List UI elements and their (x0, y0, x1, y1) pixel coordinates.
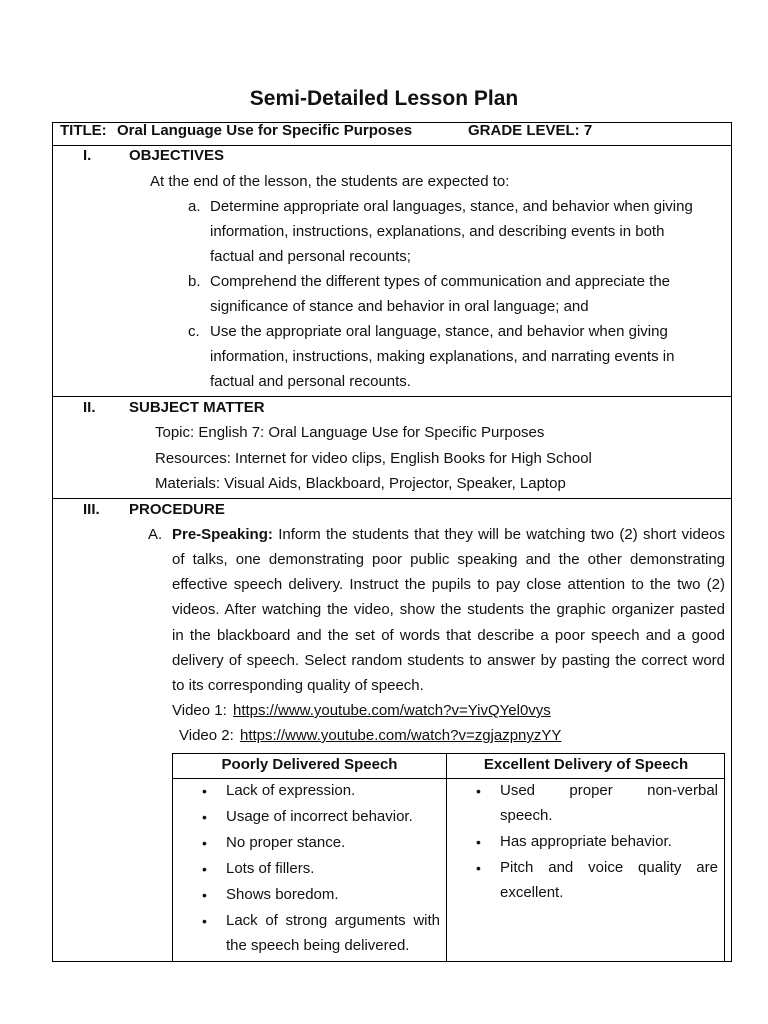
excellent-item: Has appropriate behavior. (500, 833, 672, 850)
excellent-item-line: Pitch and voice quality are (500, 859, 718, 876)
row-divider (53, 498, 731, 499)
poor-item: No proper stance. (226, 834, 346, 851)
grade-level: GRADE LEVEL: 7 (468, 122, 593, 139)
materials-line: Materials: Visual Aids, Blackboard, Projector, Speaker, Laptop (155, 475, 566, 492)
video-2-label: Video 2: (179, 727, 234, 744)
objective-b-line: Comprehend the different types of communication and appreciate the (210, 273, 671, 290)
bullet: • (202, 835, 207, 851)
bullet: • (476, 783, 481, 799)
step-a-last-line: to its corresponding quality of speech. (172, 677, 424, 694)
objective-a-marker: a. (188, 198, 201, 215)
video-2-link[interactable]: https://www.youtube.com/watch?v=zgjazpnyzYY (240, 727, 562, 744)
bullet: • (476, 860, 481, 876)
bullet: • (202, 913, 207, 929)
title-value: Oral Language Use for Specific Purposes (117, 122, 413, 139)
procedure-heading: PROCEDURE (129, 501, 225, 518)
objectives-intro: At the end of the lesson, the students are expected to: (150, 173, 510, 190)
objective-a-line: information, instructions, explanations, and describing events in both (210, 223, 665, 240)
bullet: • (202, 861, 207, 877)
poor-item: Shows boredom. (226, 886, 339, 903)
objectives-numeral: I. (83, 147, 92, 164)
poor-item: Usage of incorrect behavior. (226, 808, 413, 825)
video-1-link[interactable]: https://www.youtube.com/watch?v=YivQYel0vys (233, 702, 551, 719)
excellent-item-line: speech. (500, 807, 553, 824)
step-a-line: videos. After watching the video, show the students the graphic organizer pasted (172, 601, 725, 618)
header-divider (173, 778, 724, 779)
step-a-label: Pre-Speaking: (172, 526, 273, 543)
objectives-heading: OBJECTIVES (129, 147, 225, 164)
excellent-item-line: Used proper non-verbal (500, 782, 718, 799)
step-a-marker: A. (148, 526, 163, 543)
bullet: • (202, 783, 207, 799)
step-a-line: in the blackboard and the set of words that describe a poor speech and a good (172, 627, 725, 644)
page-title: Semi-Detailed Lesson Plan (249, 87, 519, 110)
lesson-plan-table (52, 122, 732, 962)
resources-line: Resources: Internet for video clips, English Books for High School (155, 450, 592, 467)
objective-c-marker: c. (188, 323, 200, 340)
bullet: • (202, 809, 207, 825)
step-a-text: Inform the students that they will be watching two (2) short videos (278, 526, 725, 543)
excellent-item-line: excellent. (500, 884, 564, 901)
title-label: TITLE: (60, 122, 107, 139)
objective-a-line: factual and personal recounts; (210, 248, 411, 265)
bullet: • (202, 887, 207, 903)
column-divider (446, 754, 447, 962)
objective-b-marker: b. (188, 273, 201, 290)
bullet: • (476, 834, 481, 850)
step-a-line: effective speech delivery. Instruct the pupils to pay close attention to the two (2) (172, 576, 725, 593)
procedure-numeral: III. (83, 501, 100, 518)
poor-item-line: the speech being delivered. (226, 937, 410, 954)
subject-matter-heading: SUBJECT MATTER (129, 399, 265, 416)
topic-line: Topic: English 7: Oral Language Use for Specific Purposes (155, 424, 545, 441)
step-a-first-line (172, 525, 725, 545)
poor-item: Lots of fillers. (226, 860, 315, 877)
poor-item: Lack of expression. (226, 782, 356, 799)
objective-c-line: factual and personal recounts. (210, 373, 411, 390)
objective-b-line: significance of stance and behavior in oral language; and (210, 298, 589, 315)
video-1-label: Video 1: (172, 702, 227, 719)
objective-c-line: information, instructions, making explanations, and narrating events in (210, 348, 675, 365)
poor-item-line: Lack of strong arguments with (226, 912, 440, 929)
poor-speech-header: Poorly Delivered Speech (221, 756, 398, 773)
row-divider (53, 396, 731, 397)
subject-matter-numeral: II. (83, 399, 96, 416)
step-a-line: delivery of speech. Select random students to answer by pasting the correct word (172, 652, 725, 669)
step-a-line: of talks, one demonstrating poor public speaking and the other demonstrating (172, 551, 725, 568)
speech-comparison-table (172, 753, 725, 962)
objective-a-line: Determine appropriate oral languages, stance, and behavior when giving (210, 198, 693, 215)
excellent-speech-header: Excellent Delivery of Speech (483, 756, 689, 773)
objective-c-line: Use the appropriate oral language, stance, and behavior when giving (210, 323, 668, 340)
